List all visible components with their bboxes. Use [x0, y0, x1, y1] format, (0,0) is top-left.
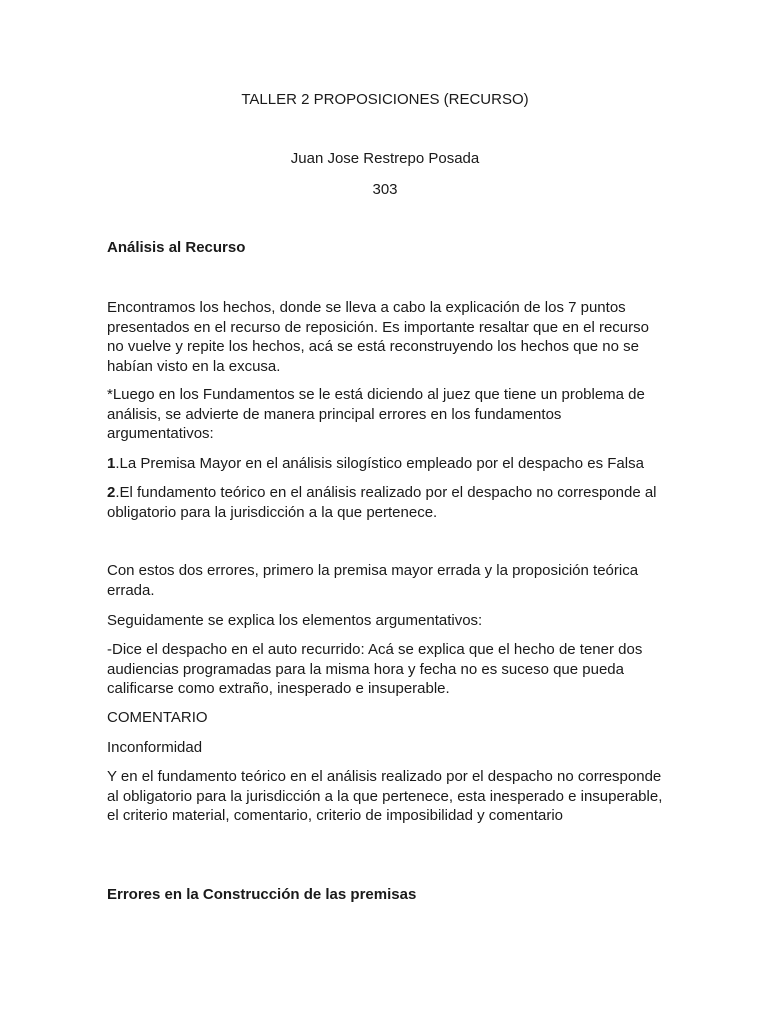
- document-page: [107, 0, 663, 1024]
- section-heading-analysis: Análisis al Recurso: [107, 239, 246, 256]
- document-title: TALLER 2 PROPOSICIONES (RECURSO): [241, 91, 529, 108]
- group-number: 303: [372, 181, 398, 198]
- list-item-1-text: .La Premisa Mayor en el análisis silogístico empleado por el despacho es Falsa: [115, 455, 644, 472]
- section-heading-errors: Errores en la Construcción de las premisas: [107, 886, 417, 903]
- nonconformity-label: Inconformidad: [107, 739, 203, 756]
- paragraph-fundamentals: *Luego en los Fundamentos se le está diciendo al juez que tiene un problema de análisis, se advierte de manera principal errores en los fundamentos argumentativos:: [107, 386, 645, 442]
- list-item-1-number: 1: [107, 455, 116, 472]
- paragraph-office-statement: -Dice el despacho en el auto recurrido: Acá se explica que el hecho de tener dos audiencias programadas para la misma hora y fecha no es suceso que pueda calificarse como extraño, inesperado e insuperable.: [107, 641, 643, 697]
- paragraph-argumentative-elements: Seguidamente se explica los elementos argumentativos:: [107, 612, 483, 629]
- list-item-1: [107, 454, 663, 474]
- comment-label: COMENTARIO: [107, 709, 208, 726]
- paragraph-errors-summary: Con estos dos errores, primero la premisa mayor errada y la proposición teórica errada.: [107, 562, 639, 599]
- list-item-2: [107, 483, 663, 522]
- list-item-2-number: 2: [107, 484, 116, 501]
- paragraph-facts: Encontramos los hechos, donde se lleva a cabo la explicación de los 7 puntos presentados en el recurso de reposición. Es importante resaltar que en el recurso no vuelve y repite los hechos, acá se está reconstruyendo los hechos que no se habían visto en la excusa.: [107, 299, 649, 375]
- author-name: Juan Jose Restrepo Posada: [290, 150, 480, 167]
- list-item-2-text: .El fundamento teórico en el análisis realizado por el despacho no corresponde al obligatorio para la jurisdicción a la que pertenece.: [107, 484, 657, 521]
- paragraph-theoretical-basis: Y en el fundamento teórico en el análisis realizado por el despacho no corresponde al obligatorio para la jurisdicción a la que pertenece, esta inesperado e insuperable, el criterio material, comentario, criterio de imposibilidad y comentario: [107, 768, 663, 824]
